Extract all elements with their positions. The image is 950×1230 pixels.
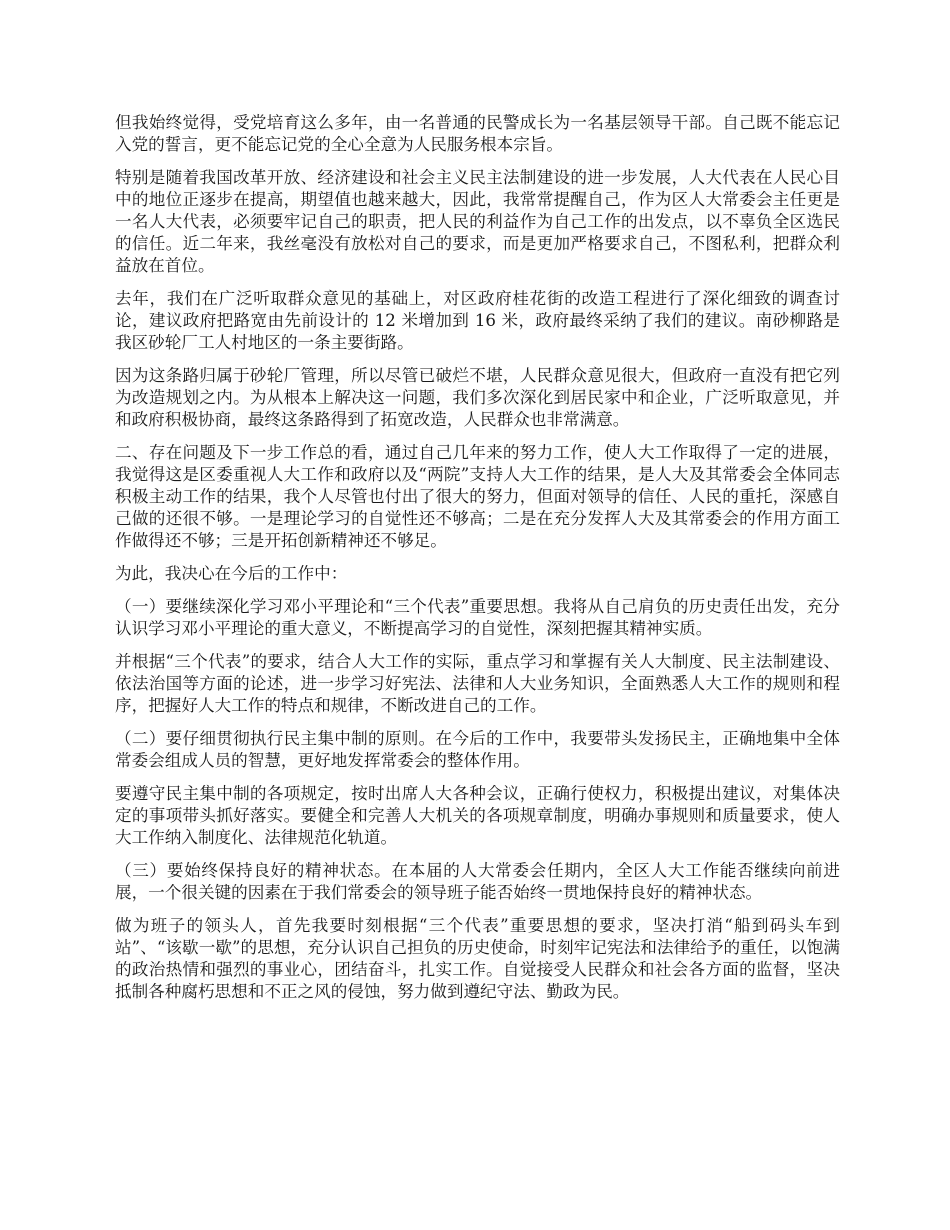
paragraph: 要遵守民主集中制的各项规定，按时出席人大各种会议，正确行使权力，积极提出建议，对集体决定的事项带头抓好落实。要健全和完善人大机关的各项规章制度，明确办事规则和质量要求，使人大工作纳入制度化、法律规范化轨道。 [115,784,840,847]
paragraph: 因为这条路归属于砂轮厂管理，所以尽管已破烂不堪，人民群众意见很大，但政府一直没有把它列为改造规划之内。为从根本上解决这一问题，我们多次深化到居民家中和企业，广泛听取意见，并和政府积极协商，最终这条路得到了拓宽改造，人民群众也非常满意。 [115,366,840,429]
document-body [115,112,840,1014]
paragraph: 去年，我们在广泛听取群众意见的基础上，对区政府桂花街的改造工程进行了深化细致的调查讨论，建议政府把路宽由先前设计的 12 米增加到 16 米，政府最终采纳了我们的建议。南砂柳路是我区砂轮厂工人村地区的一条主要街路。 [115,289,840,352]
paragraph: （一）要继续深化学习邓小平理论和“三个代表”重要思想。我将从自己肩负的历史责任出发，充分认识学习邓小平理论的重大意义，不断提高学习的自觉性，深刻把握其精神实质。 [115,597,840,638]
paragraph: 二、存在问题及下一步工作总的看，通过自己几年来的努力工作，使人大工作取得了一定的进展，我觉得这是区委重视人大工作和政府以及“两院”支持人大工作的结果，是人大及其常委会全体同志积极主动工作的结果，我个人尽管也付出了很大的努力，但面对领导的信任、人民的重托，深感自己做的还很不够。一是理论学习的自觉性还不够高；二是在充分发挥人大及其常委会的作用方面工作做得还不够；三是开拓创新精神还不够足。 [115,443,840,550]
paragraph: 做为班子的领头人，首先我要时刻根据“三个代表”重要思想的要求，坚决打消“船到码头车到站”、“该歇一歇”的思想，充分认识自己担负的历史使命，时刻牢记宪法和法律给予的重任，以饱满的政治热情和强烈的事业心，团结奋斗，扎实工作。自觉接受人民群众和社会各方面的监督，坚决抵制各种腐朽思想和不正之风的侵蚀，努力做到遵纪守法、勤政为民。 [115,916,840,1001]
paragraph: （二）要仔细贯彻执行民主集中制的原则。在今后的工作中，我要带头发扬民主，正确地集中全体常委会组成人员的智慧，更好地发挥常委会的整体作用。 [115,729,840,770]
paragraph: 并根据“三个代表”的要求，结合人大工作的实际，重点学习和掌握有关人大制度、民主法制建设、依法治国等方面的论述，进一步学习好宪法、法律和人大业务知识，全面熟悉人大工作的规则和程序，把握好人大工作的特点和规律，不断改进自己的工作。 [115,652,840,715]
paragraph: 但我始终觉得，受党培育这么多年，由一名普通的民警成长为一名基层领导干部。自己既不能忘记入党的誓言，更不能忘记党的全心全意为人民服务根本宗旨。 [115,113,840,154]
paragraph: 为此，我决心在今后的工作中： [115,564,348,583]
paragraph: 特别是随着我国改革开放、经济建设和社会主义民主法制建设的进一步发展，人大代表在人民心目中的地位正逐步在提高，期望值也越来越大，因此，我常常提醒自己，作为区人大常委会主任更是一名人大代表，必须要牢记自己的职责，把人民的利益作为自己工作的出发点，以不辜负全区选民的信任。近二年来，我丝毫没有放松对自己的要求，而是更加严格要求自己，不图私利，把群众利益放在首位。 [115,168,840,275]
paragraph: （三）要始终保持良好的精神状态。在本届的人大常委会任期内，全区人大工作能否继续向前进展，一个很关键的因素在于我们常委会的领导班子能否始终一贯地保持良好的精神状态。 [115,861,840,902]
